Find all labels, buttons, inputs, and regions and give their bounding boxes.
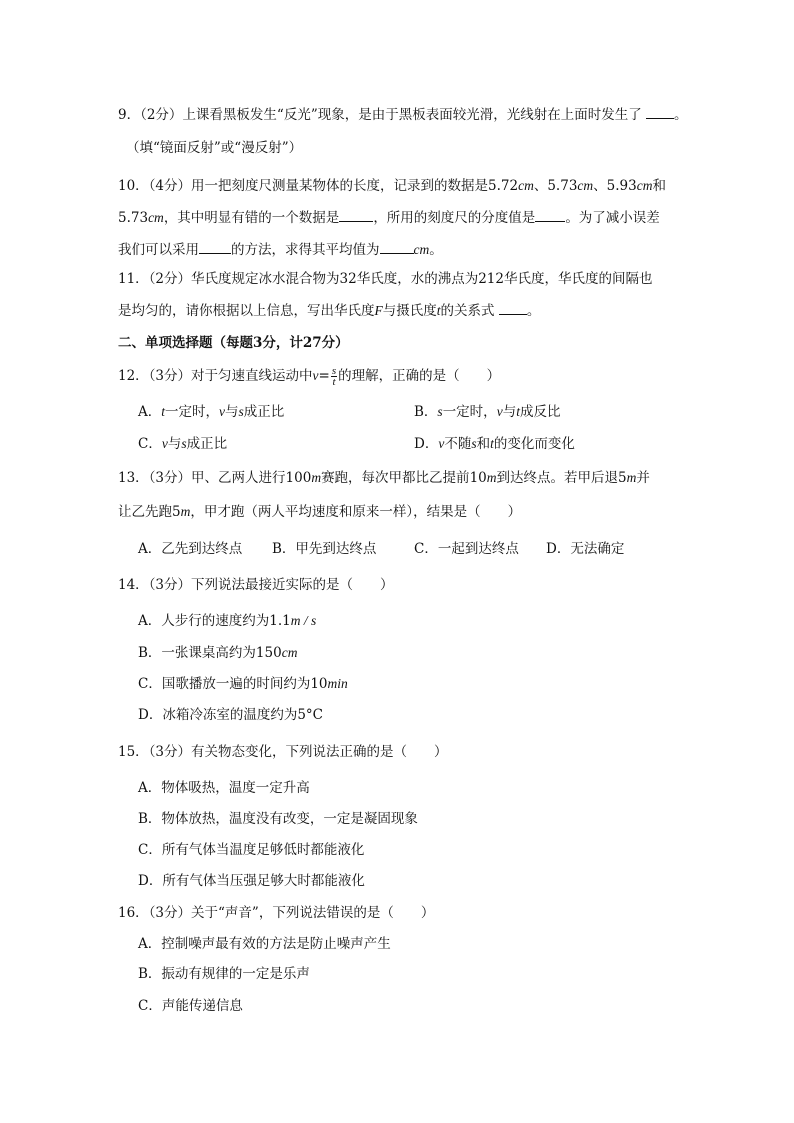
fraction-denominator: t: [332, 376, 336, 388]
question-text: 的理解，正确的是（ ）: [338, 368, 501, 384]
question-10-line-3: [118, 239, 443, 260]
question-11-line-2: [118, 300, 540, 321]
punctuation: 。: [429, 242, 443, 258]
option-d[interactable]: D．所有气体当压强足够大时都能液化: [138, 873, 365, 889]
question-text: 赛跑，每次甲都比乙提前: [321, 470, 470, 486]
question-text: 到达终点。若甲后退: [496, 470, 618, 486]
question-text: 对于匀速直线运动中: [191, 368, 313, 384]
question-text: 。为了减小误差: [565, 210, 660, 226]
value: 100: [285, 470, 312, 486]
question-number: 15．: [118, 744, 149, 760]
unit: cm: [413, 242, 430, 257]
option-text: 一定时，: [165, 404, 220, 420]
question-number: 10．: [118, 178, 149, 194]
unit: cm: [577, 178, 594, 193]
question-note: （填“镜面反射”或“漫反射”）: [126, 140, 303, 156]
question-points: （4分）: [148, 178, 192, 194]
option-label: A．: [138, 404, 162, 420]
question-14-line-1: [118, 575, 394, 595]
answer-blank[interactable]: [339, 207, 373, 222]
question-text: 我们可以采用: [118, 242, 199, 258]
question-number: 16．: [118, 905, 149, 921]
punctuation: 、: [533, 178, 548, 194]
question-text: 华氏度规定冰水混合物为: [191, 271, 340, 287]
option-a[interactable]: A．乙先到达终点: [138, 541, 243, 557]
answer-blank[interactable]: [499, 300, 527, 315]
question-text: ，其中明显有错的一个数据是: [163, 210, 340, 226]
unit: m: [180, 504, 191, 519]
option-text: 与: [167, 436, 182, 452]
variable: v: [312, 368, 319, 383]
question-15-line-1: [118, 742, 448, 762]
fraction: [331, 366, 337, 387]
unit: cm: [281, 645, 298, 660]
unit: m: [626, 470, 637, 485]
conjunction: 和: [652, 178, 666, 194]
option-b[interactable]: B．物体放热，温度没有改变，一定是凝固现象: [138, 811, 418, 827]
question-points: （3分）: [148, 470, 192, 486]
question-points: （2分）: [148, 271, 192, 287]
value: 10: [310, 676, 328, 692]
option-b[interactable]: B．振动有规律的一定是乐声: [138, 966, 310, 982]
question-text: 华氏度，华氏度的间隔也: [504, 271, 653, 287]
question-number: 14．: [118, 577, 149, 593]
unit: m: [311, 470, 322, 485]
punctuation: 。: [526, 303, 541, 319]
question-text: 是均匀的，请你根据以上信息，写出华氏度: [118, 303, 375, 319]
question-text: 甲、乙两人进行: [191, 470, 286, 486]
option-text: 与: [225, 404, 239, 420]
option-text: 和: [476, 436, 491, 452]
question-12-line-1: [118, 366, 500, 387]
variable: s: [181, 436, 187, 451]
answer-blank[interactable]: [646, 104, 674, 119]
option-text: B．一张课桌高约为: [138, 645, 256, 661]
option-b[interactable]: B．甲先到达终点: [272, 541, 377, 557]
value: 150: [255, 645, 282, 661]
equals-sign: =: [318, 368, 330, 384]
variable: v: [438, 436, 445, 451]
value: 5: [297, 707, 306, 723]
answer-blank[interactable]: [535, 207, 565, 222]
answer-blank[interactable]: [199, 239, 231, 254]
option-b[interactable]: [138, 643, 297, 663]
value: 5.73: [547, 178, 578, 194]
question-text: 关于“声音”，下列说法错误的是（ ）: [191, 905, 435, 921]
option-a[interactable]: [138, 611, 316, 631]
question-13-line-2: [118, 502, 521, 522]
option-d[interactable]: D．无法确定: [546, 541, 625, 557]
unit: m / s: [290, 613, 317, 628]
variable: t: [516, 404, 520, 419]
question-text: 与摄氏度: [382, 303, 437, 319]
answer-blank[interactable]: [380, 239, 414, 254]
value: 32: [339, 271, 357, 287]
question-text: ，甲才跑（两人平均速度和原来一样），结果是（ ）: [190, 504, 522, 520]
variable: s: [437, 404, 443, 419]
unit: min: [327, 676, 348, 691]
question-text: 华氏度，水的沸点为: [356, 271, 479, 287]
value: 5.93: [606, 178, 637, 194]
option-c[interactable]: [138, 434, 227, 454]
variable: v: [219, 404, 226, 419]
question-11-line-1: [118, 269, 653, 289]
question-points: （3分）: [148, 905, 192, 921]
option-text: 成正比: [243, 404, 285, 420]
option-text: 成反比: [519, 404, 561, 420]
unit: cm: [636, 178, 653, 193]
option-label: C．: [138, 436, 162, 452]
fraction-numerator: s: [331, 365, 337, 377]
option-text: 与: [502, 404, 517, 420]
option-d[interactable]: [414, 434, 575, 454]
question-points: （2分）: [140, 107, 183, 123]
value: 212: [478, 271, 504, 287]
option-label: D．: [414, 436, 439, 452]
value: 5: [618, 470, 627, 486]
variable: t: [161, 404, 166, 419]
variable: F: [374, 303, 383, 318]
question-points: （3分）: [148, 577, 192, 593]
option-text: A．人步行的速度约为: [138, 613, 270, 629]
question-number: 9．: [118, 107, 141, 123]
question-text: 的关系式: [440, 303, 495, 319]
variable: v: [161, 436, 168, 451]
question-10-line-1: [118, 176, 666, 196]
value: 10: [469, 470, 487, 486]
value: 1.1: [269, 613, 291, 629]
question-text: 用一把刻度尺测量某物体的长度，记录到的数据是: [191, 178, 489, 194]
option-label: B．: [414, 404, 438, 420]
option-b[interactable]: [414, 402, 560, 422]
unit: m: [486, 470, 497, 485]
option-d[interactable]: [138, 705, 323, 725]
value: 5.72: [488, 178, 519, 194]
question-text: 有关物态变化，下列说法正确的是（ ）: [191, 744, 448, 760]
value: 5: [172, 504, 181, 520]
question-text: 让乙先跑: [118, 504, 172, 520]
option-c[interactable]: [138, 674, 348, 694]
question-13-line-1: [118, 468, 650, 488]
variable: t: [490, 436, 494, 451]
option-text: 的变化而变化: [493, 436, 575, 452]
punctuation: 。: [674, 107, 688, 123]
question-number: 11．: [118, 271, 149, 287]
section-title: 二、单项选择题（每题3分，计27分）: [118, 335, 349, 351]
question-text: 上课看黑板发生“反光”现象，是由于黑板表面较光滑，光线射在上面时发生了: [182, 107, 642, 123]
variable: s: [238, 404, 244, 419]
variable: v: [496, 404, 503, 419]
option-text: D．冰箱冷冻室的温度约为: [138, 707, 298, 723]
option-c[interactable]: C．声能传递信息: [138, 998, 243, 1014]
question-16-line-1: [118, 903, 434, 923]
question-10-line-2: [118, 207, 660, 228]
question-points: （3分）: [148, 744, 192, 760]
option-c[interactable]: C．一起到达终点: [414, 541, 519, 557]
unit: cm: [518, 178, 534, 193]
variable: t: [436, 303, 441, 318]
punctuation: 、: [593, 178, 607, 194]
question-9-line-1: [118, 104, 688, 125]
option-text: 不随: [444, 436, 472, 452]
question-points: （3分）: [148, 368, 192, 384]
option-text: 一定时，: [442, 404, 497, 420]
question-text: 并: [636, 470, 650, 486]
option-text: 成正比: [186, 436, 228, 452]
unit: °C: [305, 707, 324, 723]
value: 5.73: [118, 210, 149, 226]
question-text: ，所用的刻度尺的分度值是: [373, 210, 536, 226]
question-number: 13．: [118, 470, 149, 486]
question-number: 12．: [118, 368, 149, 384]
variable: s: [471, 436, 477, 451]
question-text: 的方法，求得其平均值为: [231, 242, 380, 258]
option-a[interactable]: [138, 402, 284, 422]
unit: cm: [148, 210, 164, 225]
option-a[interactable]: A．控制噪声最有效的方法是防止噪声产生: [138, 936, 391, 952]
option-c[interactable]: C．所有气体当温度足够低时都能液化: [138, 842, 365, 858]
question-text: 下列说法最接近实际的是（ ）: [191, 577, 394, 593]
option-text: C．国歌播放一遍的时间约为: [138, 676, 311, 692]
question-9-line-2: [126, 138, 302, 158]
option-a[interactable]: A．物体吸热，温度一定升高: [138, 780, 310, 796]
